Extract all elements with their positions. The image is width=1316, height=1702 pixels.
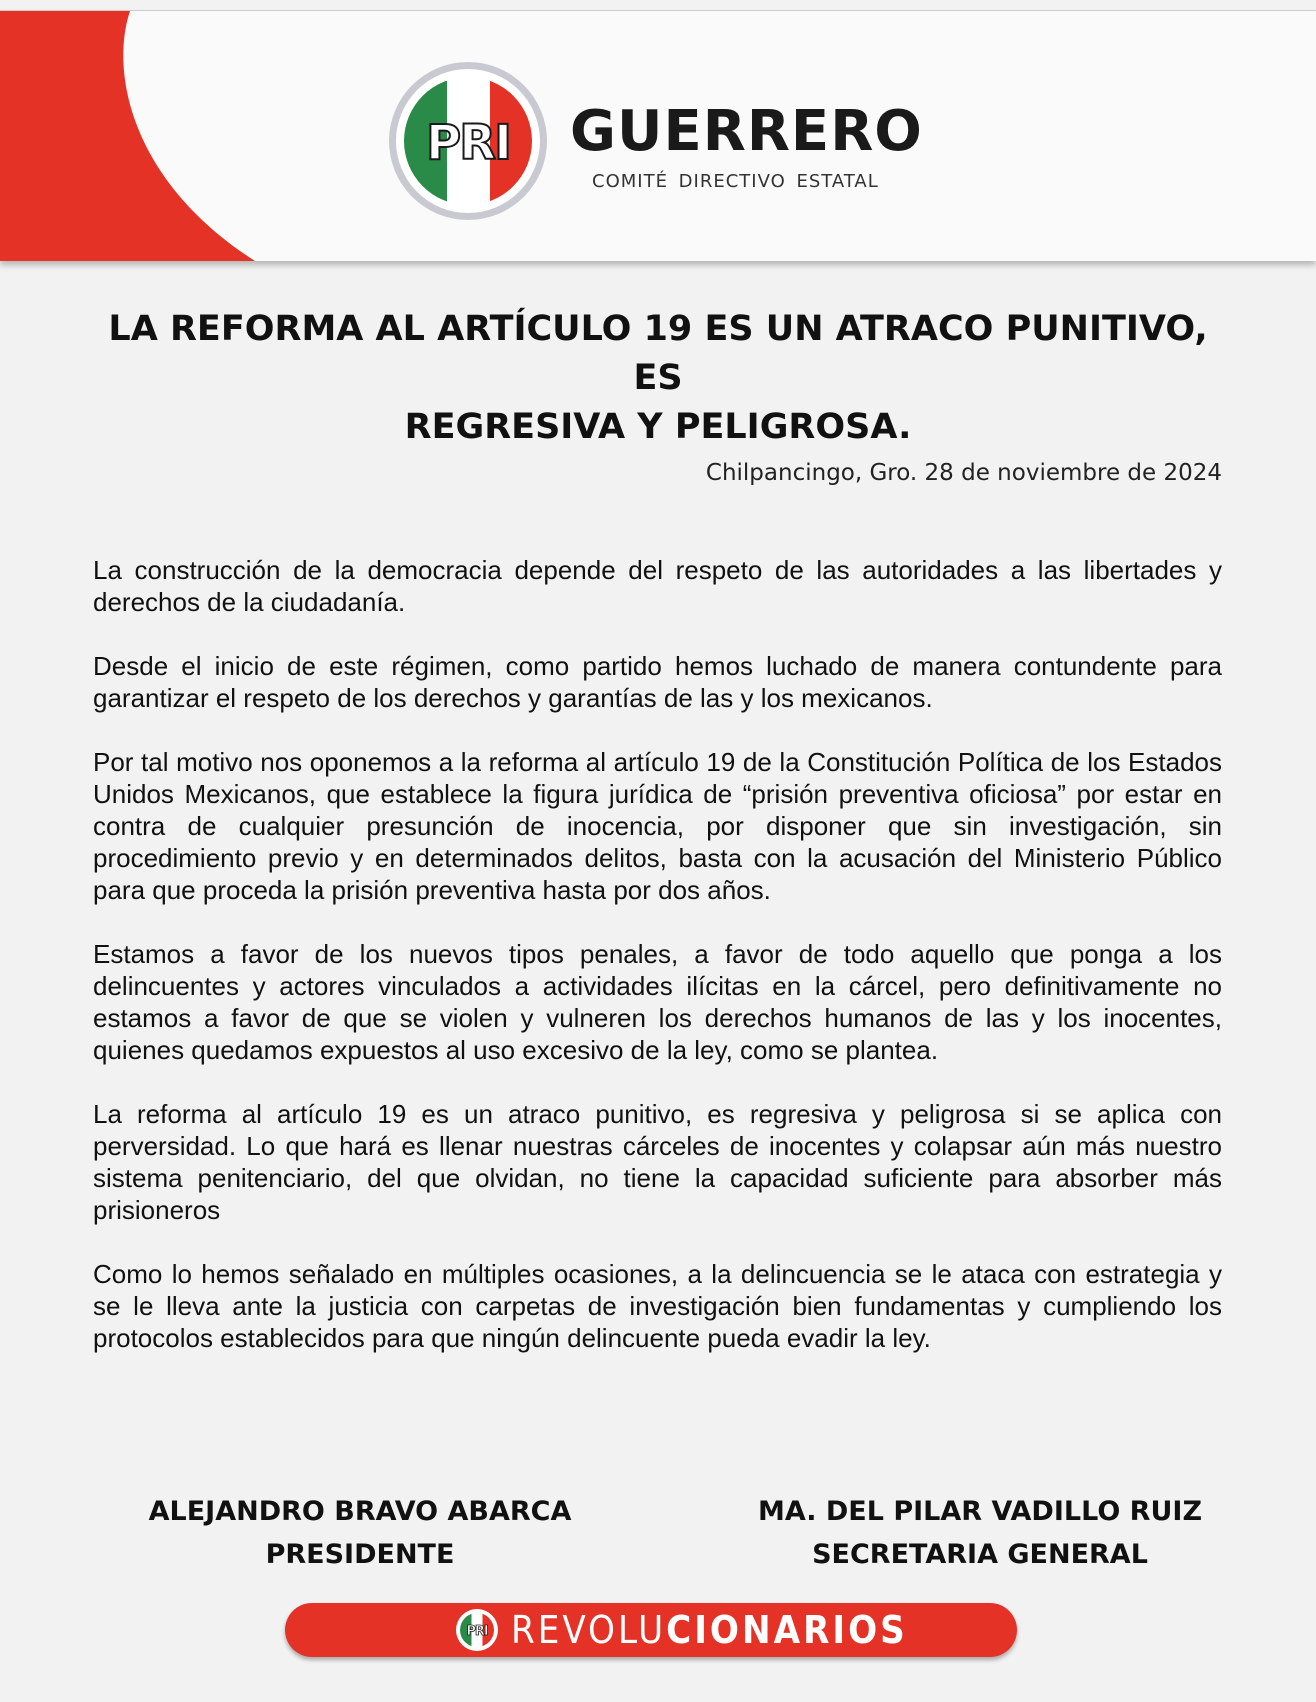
signer-name: MA. DEL PILAR VADILLO RUIZ: [757, 1496, 1203, 1527]
headline-line-1: LA REFORMA AL ARTÍCULO 19 ES UN ATRACO PUNITIVO, ES: [108, 309, 1208, 398]
document-body: [93, 554, 1222, 1386]
header-subtitle: COMITÉ DIRECTIVO ESTATAL: [592, 171, 879, 192]
red-corner-swoosh: [0, 11, 260, 261]
logo-letters: PRI: [426, 115, 510, 171]
signature-secretary: [730, 1490, 1230, 1576]
footer-slogan-part2: CIONARIOS: [666, 1608, 908, 1652]
letterhead: [0, 11, 1316, 261]
footer-logo-letters: PRI: [466, 1624, 488, 1639]
headline-line-2: REGRESIVA Y PELIGROSA.: [404, 407, 912, 447]
body-paragraph: Estamos a favor de los nuevos tipos penales, a favor de todo aquello que ponga a los delincuentes y actores vinculados a actividades ilícitas en la cárcel, pero definitivamente no estamos a favor de que se violen y vulneren los derechos humanos de las y los inocentes, quienes quedamos expuestos al uso excesivo de la ley, como se plantea.: [93, 939, 1222, 1065]
signer-title: PRESIDENTE: [265, 1539, 455, 1570]
body-paragraph: Desde el inicio de este régimen, como partido hemos luchado de manera contundente para garantizar el respeto de los derechos y garantías de las y los mexicanos.: [93, 651, 1222, 713]
body-paragraph: Por tal motivo nos oponemos a la reforma al artículo 19 de la Constitución Política de los Estados Unidos Mexicanos, que establece la figura jurídica de “prisión preventiva oficiosa” por estar en contra de cualquier presunción de inocencia, por disponer que sin investigación, sin procedimiento previo y en determinados delitos, basta con la acusación del Ministerio Público para que proceda la prisión preventiva hasta por dos años.: [93, 747, 1222, 905]
signature-president: [110, 1490, 610, 1576]
document-headline: [80, 305, 1236, 452]
header-title: GUERRERO: [570, 99, 923, 164]
footer-slogan: [511, 1608, 908, 1652]
footer-slogan-part1: REVOLU: [511, 1608, 667, 1652]
pri-logo: [388, 61, 548, 221]
signature-block: [0, 1490, 1316, 1580]
body-paragraph: Como lo hemos señalado en múltiples ocasiones, a la delincuencia se le ataca con estrategia y se le lleva ante la justicia con carpetas de investigación bien fundamentas y cumpliendo los protocolos establecidos para que ningún delincuente pueda evadir la ley.: [93, 1259, 1222, 1353]
top-border: [0, 0, 1316, 11]
signer-name: ALEJANDRO BRAVO ABARCA: [148, 1496, 572, 1527]
signer-title: SECRETARIA GENERAL: [812, 1539, 1148, 1570]
dateline: Chilpancingo, Gro. 28 de noviembre de 2024: [705, 460, 1222, 486]
footer-banner: [285, 1603, 1017, 1657]
body-paragraph: La reforma al artículo 19 es un atraco punitivo, es regresiva y peligrosa si se aplica con perversidad. Lo que hará es llenar nuestras cárceles de inocentes y colapsar aún más nuestro sistema penitenciario, del que olvidan, no tiene la capacidad suficiente para absorber más prisioneros: [93, 1099, 1222, 1225]
footer-pri-logo: [455, 1608, 499, 1652]
body-paragraph: La construcción de la democracia depende del respeto de las autoridades a las libertades y derechos de la ciudadanía.: [93, 555, 1222, 617]
